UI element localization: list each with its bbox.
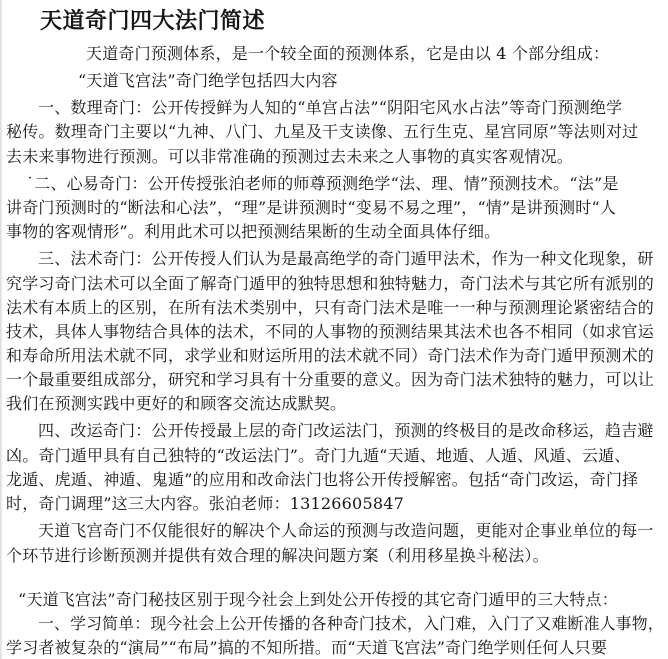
text-line: 时，奇门调理”这三大内容。张泊老师：13126605847 bbox=[6, 494, 404, 513]
text-line: 去未来事物进行预测。可以非常准确的预测过去未来之人事物的真实客观情况。 bbox=[6, 147, 574, 166]
document-title: 天道奇门四大法门简述 bbox=[40, 8, 266, 34]
text-line: 我们在预测实践中更好的和顾客交流达成默契。 bbox=[6, 394, 347, 413]
text-line: 天道奇门预测体系，是一个较全面的预测体系，它是由以 4 个部分组成： bbox=[86, 44, 610, 63]
text-line: 天道飞宫奇门不仅能很好的解决个人命运的预测与改造问题，更能对企事业单位的每一 bbox=[38, 521, 654, 540]
text-line: 学习者被复杂的“演局”“布局”搞的不知所措。而“天道飞宫法”奇门绝学则任何人只要 bbox=[6, 638, 608, 657]
text-line: 四、改运奇门：公开传授最上层的奇门改运法门，预测的终极目的是改命移运，趋吉避 bbox=[38, 421, 654, 440]
text-line: 技术，具体人事物结合具体的法术，不同的人事物的预测结果其法术也各不相同（如求官运 bbox=[6, 322, 655, 341]
text-line: ˙二、心易奇门：公开传授张泊老师的师尊预测绝学“法、理、情”预测技术。“法”是 bbox=[26, 174, 619, 193]
text-line: 和寿命所用法术就不同，求学业和财运所用的法术就不同）奇门法术作为奇门遁甲预测术的 bbox=[6, 346, 655, 365]
text-line: 讲奇门预测时的“断法和心法”，“理”是讲预测时“变易不易之理”，“情”是讲预测时“人 bbox=[6, 198, 617, 217]
text-line: 秘传。数理奇门主要以“九神、八门、九星及干支读像、五行生克、星宫同原”等法则对过 bbox=[6, 122, 639, 141]
text-line: 个环节进行诊断预测并提供有效合理的解决问题方案（利用移星换斗秘法）。 bbox=[6, 546, 549, 565]
text-line: “天道飞宫法”奇门秘技区别于现今社会上到处公开传授的其它奇门遁甲的三大特点： bbox=[18, 590, 618, 609]
text-line: 凶。奇门遁甲具有自己独特的“改运法门”。奇门九遁“天遁、地遁、人遁、风遁、云遁、 bbox=[6, 446, 631, 465]
text-line: 一个最重要组成部分，研究和学习具有十分重要的意义。因为奇门法术独特的魅力，可以让 bbox=[6, 370, 655, 389]
scan-edge-shadow bbox=[0, 0, 3, 659]
text-line: “天道飞宫法”奇门绝学包括四大内容 bbox=[78, 71, 338, 90]
text-line: 究学习奇门法术可以全面了解奇门遁甲的独特思想和独特魅力，奇门法术与其它所有派别的 bbox=[6, 274, 655, 293]
text-line: 一、数理奇门：公开传授鲜为人知的“单宫占法”“阴阳宅风水占法”等奇门预测绝学 bbox=[38, 98, 623, 117]
text-line: 三、法术奇门：公开传授人们认为是最高绝学的奇门遁甲法术，作为一种文化现象，研 bbox=[38, 249, 654, 268]
text-line: 法术有本质上的区别，在所有法术类别中，只有奇门法术是唯一一种与预测理论紧密结合的 bbox=[6, 298, 655, 317]
text-line: 事物的客观情形”。利用此术可以把预测结果断的生动全面具体仔细。 bbox=[6, 222, 501, 241]
text-line: 龙遁、虎遁、神遁、鬼遁”的应用和改命法门也将公开传授解密。包括“奇门改运，奇门择 bbox=[6, 470, 639, 489]
text-line: 一、学习简单：现今社会上公开传播的各种奇门技术，入门难，入门了又难断准人事物， bbox=[38, 614, 664, 633]
